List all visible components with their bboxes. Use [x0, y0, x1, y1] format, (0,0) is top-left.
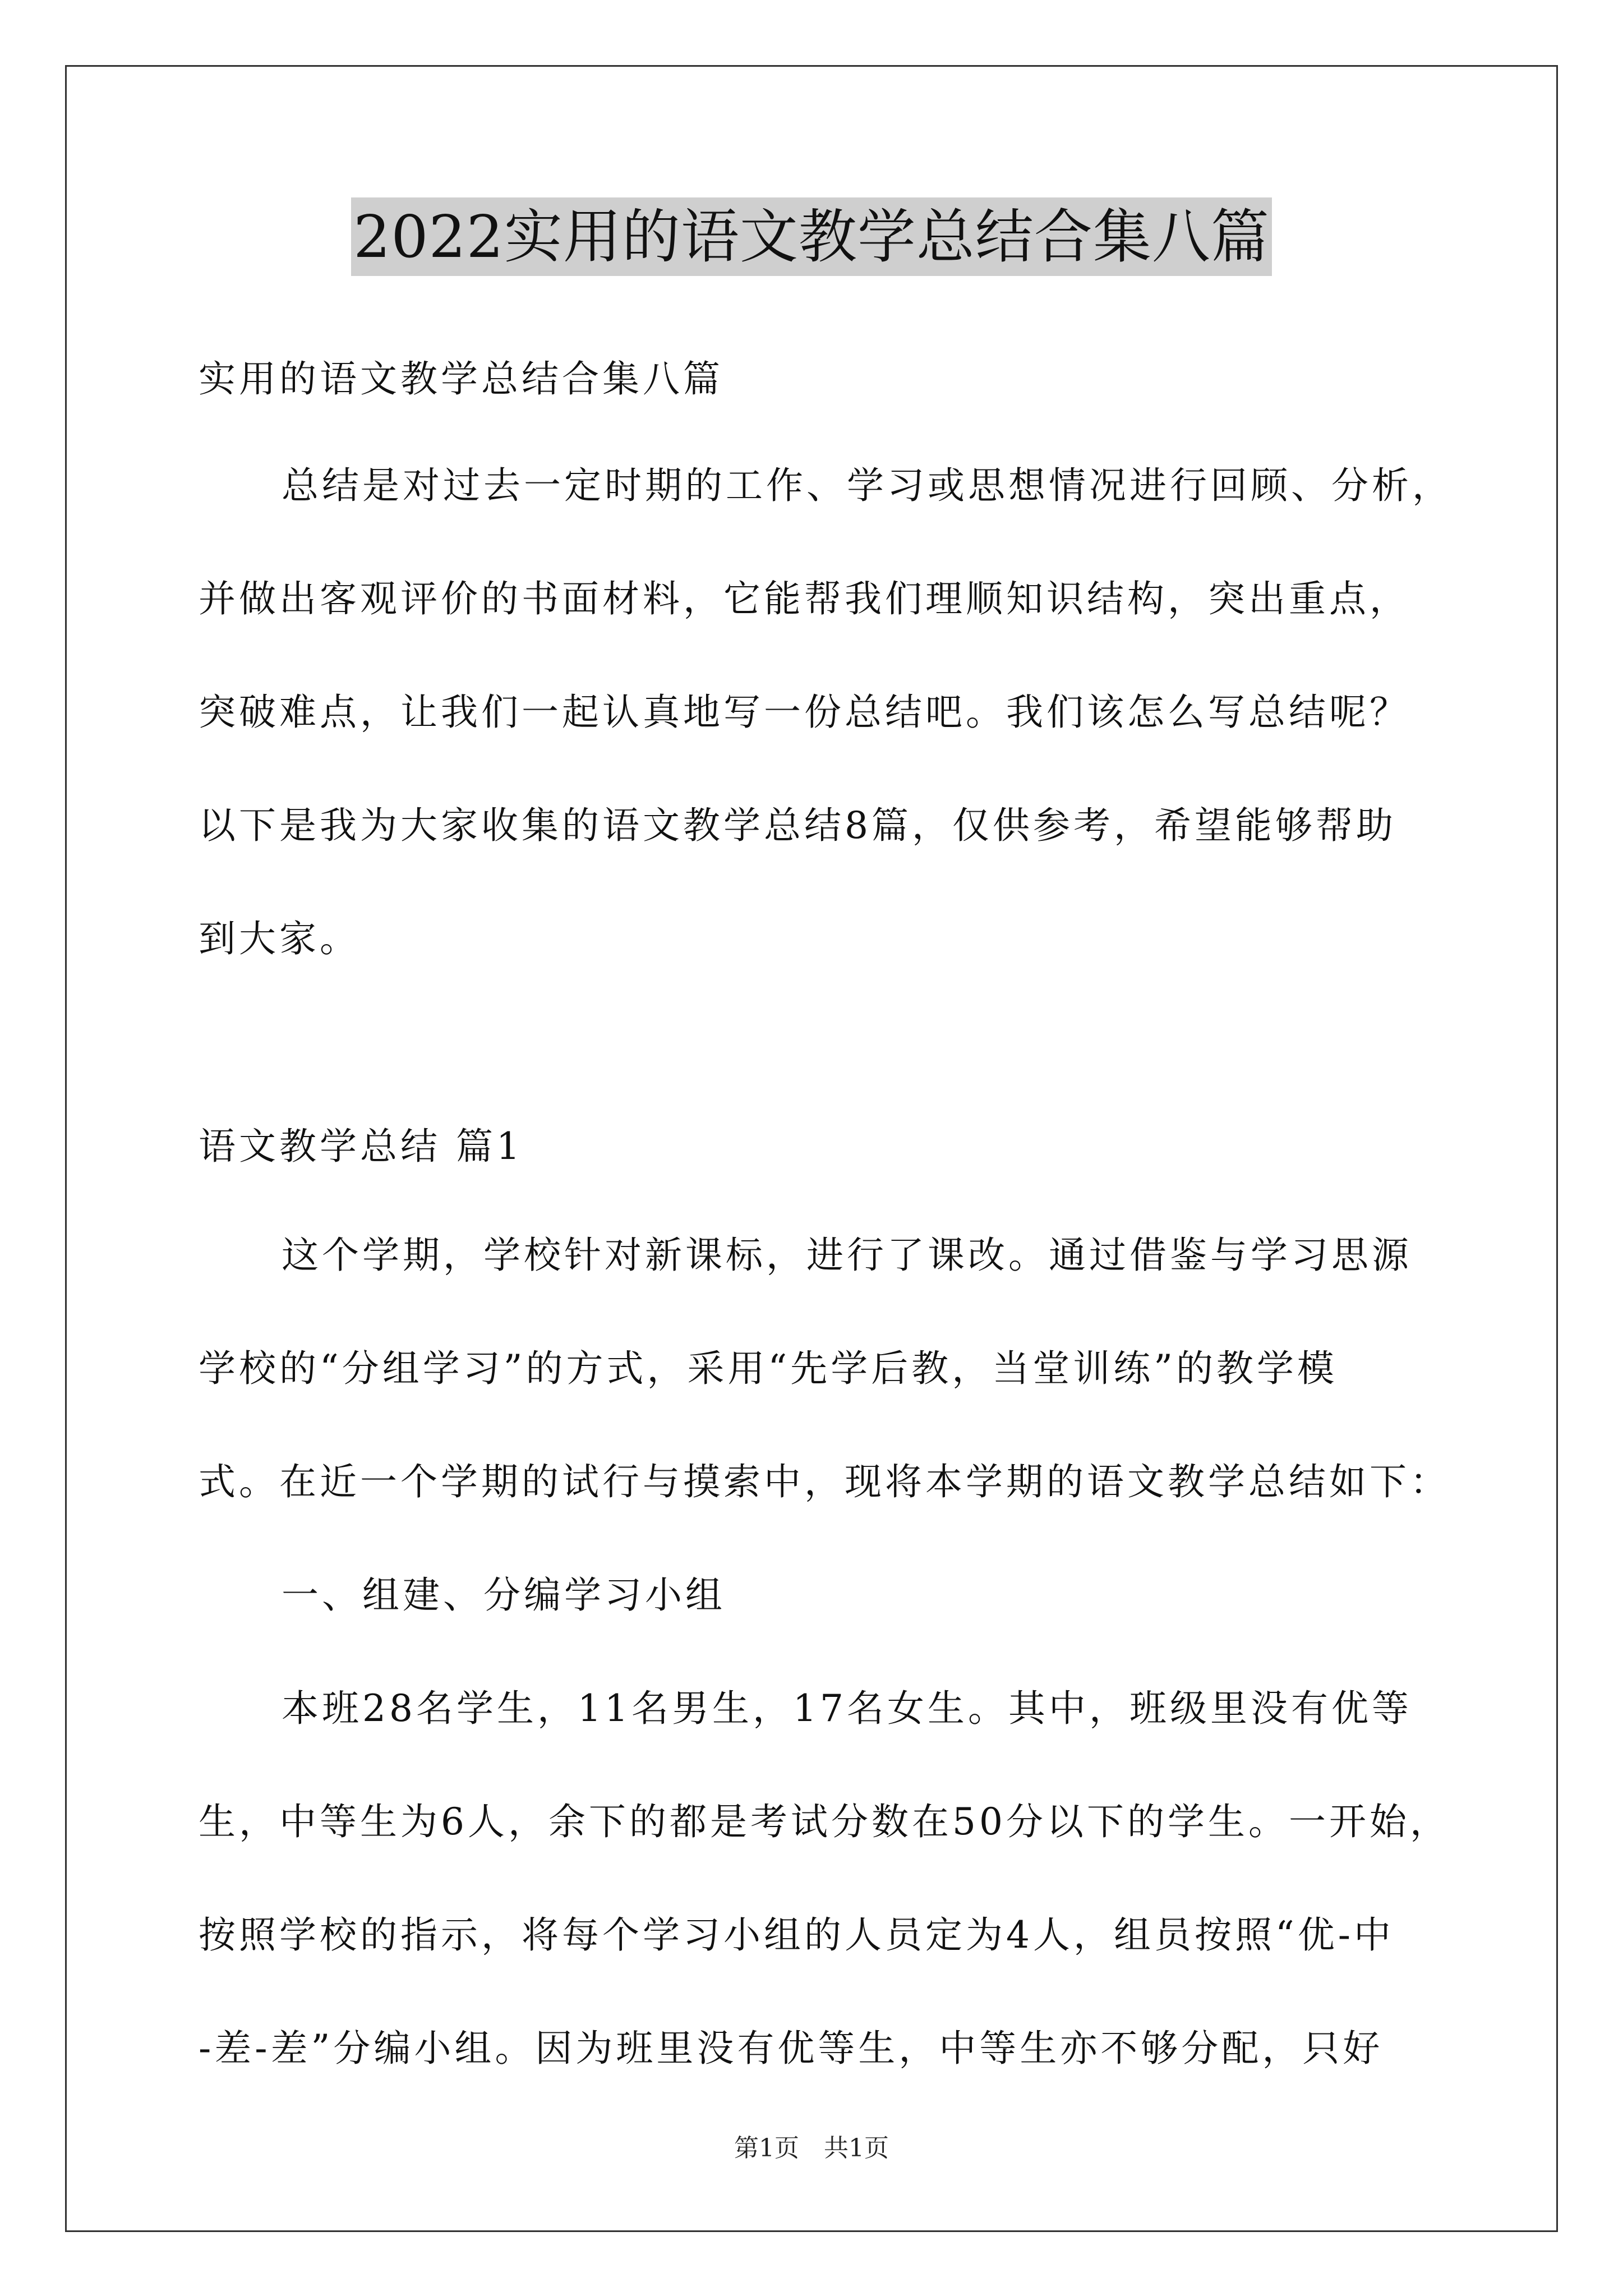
subheading: 一、组建、分编学习小组	[282, 1573, 726, 1617]
body-line: 按照学校的指示，将每个学习小组的人员定为4人，组员按照“优-中	[199, 1913, 1395, 1957]
page-footer: 第1页 共1页	[734, 2134, 889, 2162]
section-heading: 语文教学总结 篇1	[199, 1125, 523, 1168]
intro-line: 总结是对过去一定时期的工作、学习或思想情况进行回顾、分析，	[282, 464, 1453, 507]
document-title: 2022实用的语文教学总结合集八篇	[351, 197, 1272, 276]
document-subtitle: 实用的语文教学总结合集八篇	[199, 357, 723, 401]
body-line: 生，中等生为6人，余下的都是考试分数在50分以下的学生。一开始，	[199, 1800, 1450, 1843]
intro-line: 以下是我为大家收集的语文教学总结8篇，仅供参考，希望能够帮助	[199, 804, 1396, 847]
section-line: 这个学期，学校针对新课标，进行了课改。通过借鉴与学习思源	[282, 1234, 1412, 1277]
intro-line: 突破难点，让我们一起认真地写一份总结吧。我们该怎么写总结呢？	[199, 691, 1410, 734]
intro-line: 到大家。	[199, 917, 360, 960]
body-line: 本班28名学生，11名男生，17名女生。其中，班级里没有优等	[282, 1687, 1412, 1730]
section-line: 式。在近一个学期的试行与摸索中，现将本学期的语文教学总结如下：	[199, 1460, 1450, 1503]
title-container	[0, 197, 1623, 276]
body-line: -差-差”分编小组。因为班里没有优等生，中等生亦不够分配，只好	[199, 2027, 1384, 2070]
section-line: 学校的“分组学习”的方式，采用“先学后教，当堂训练”的教学模	[199, 1347, 1338, 1390]
intro-line: 并做出客观评价的书面材料，它能帮我们理顺知识结构，突出重点，	[199, 577, 1410, 620]
